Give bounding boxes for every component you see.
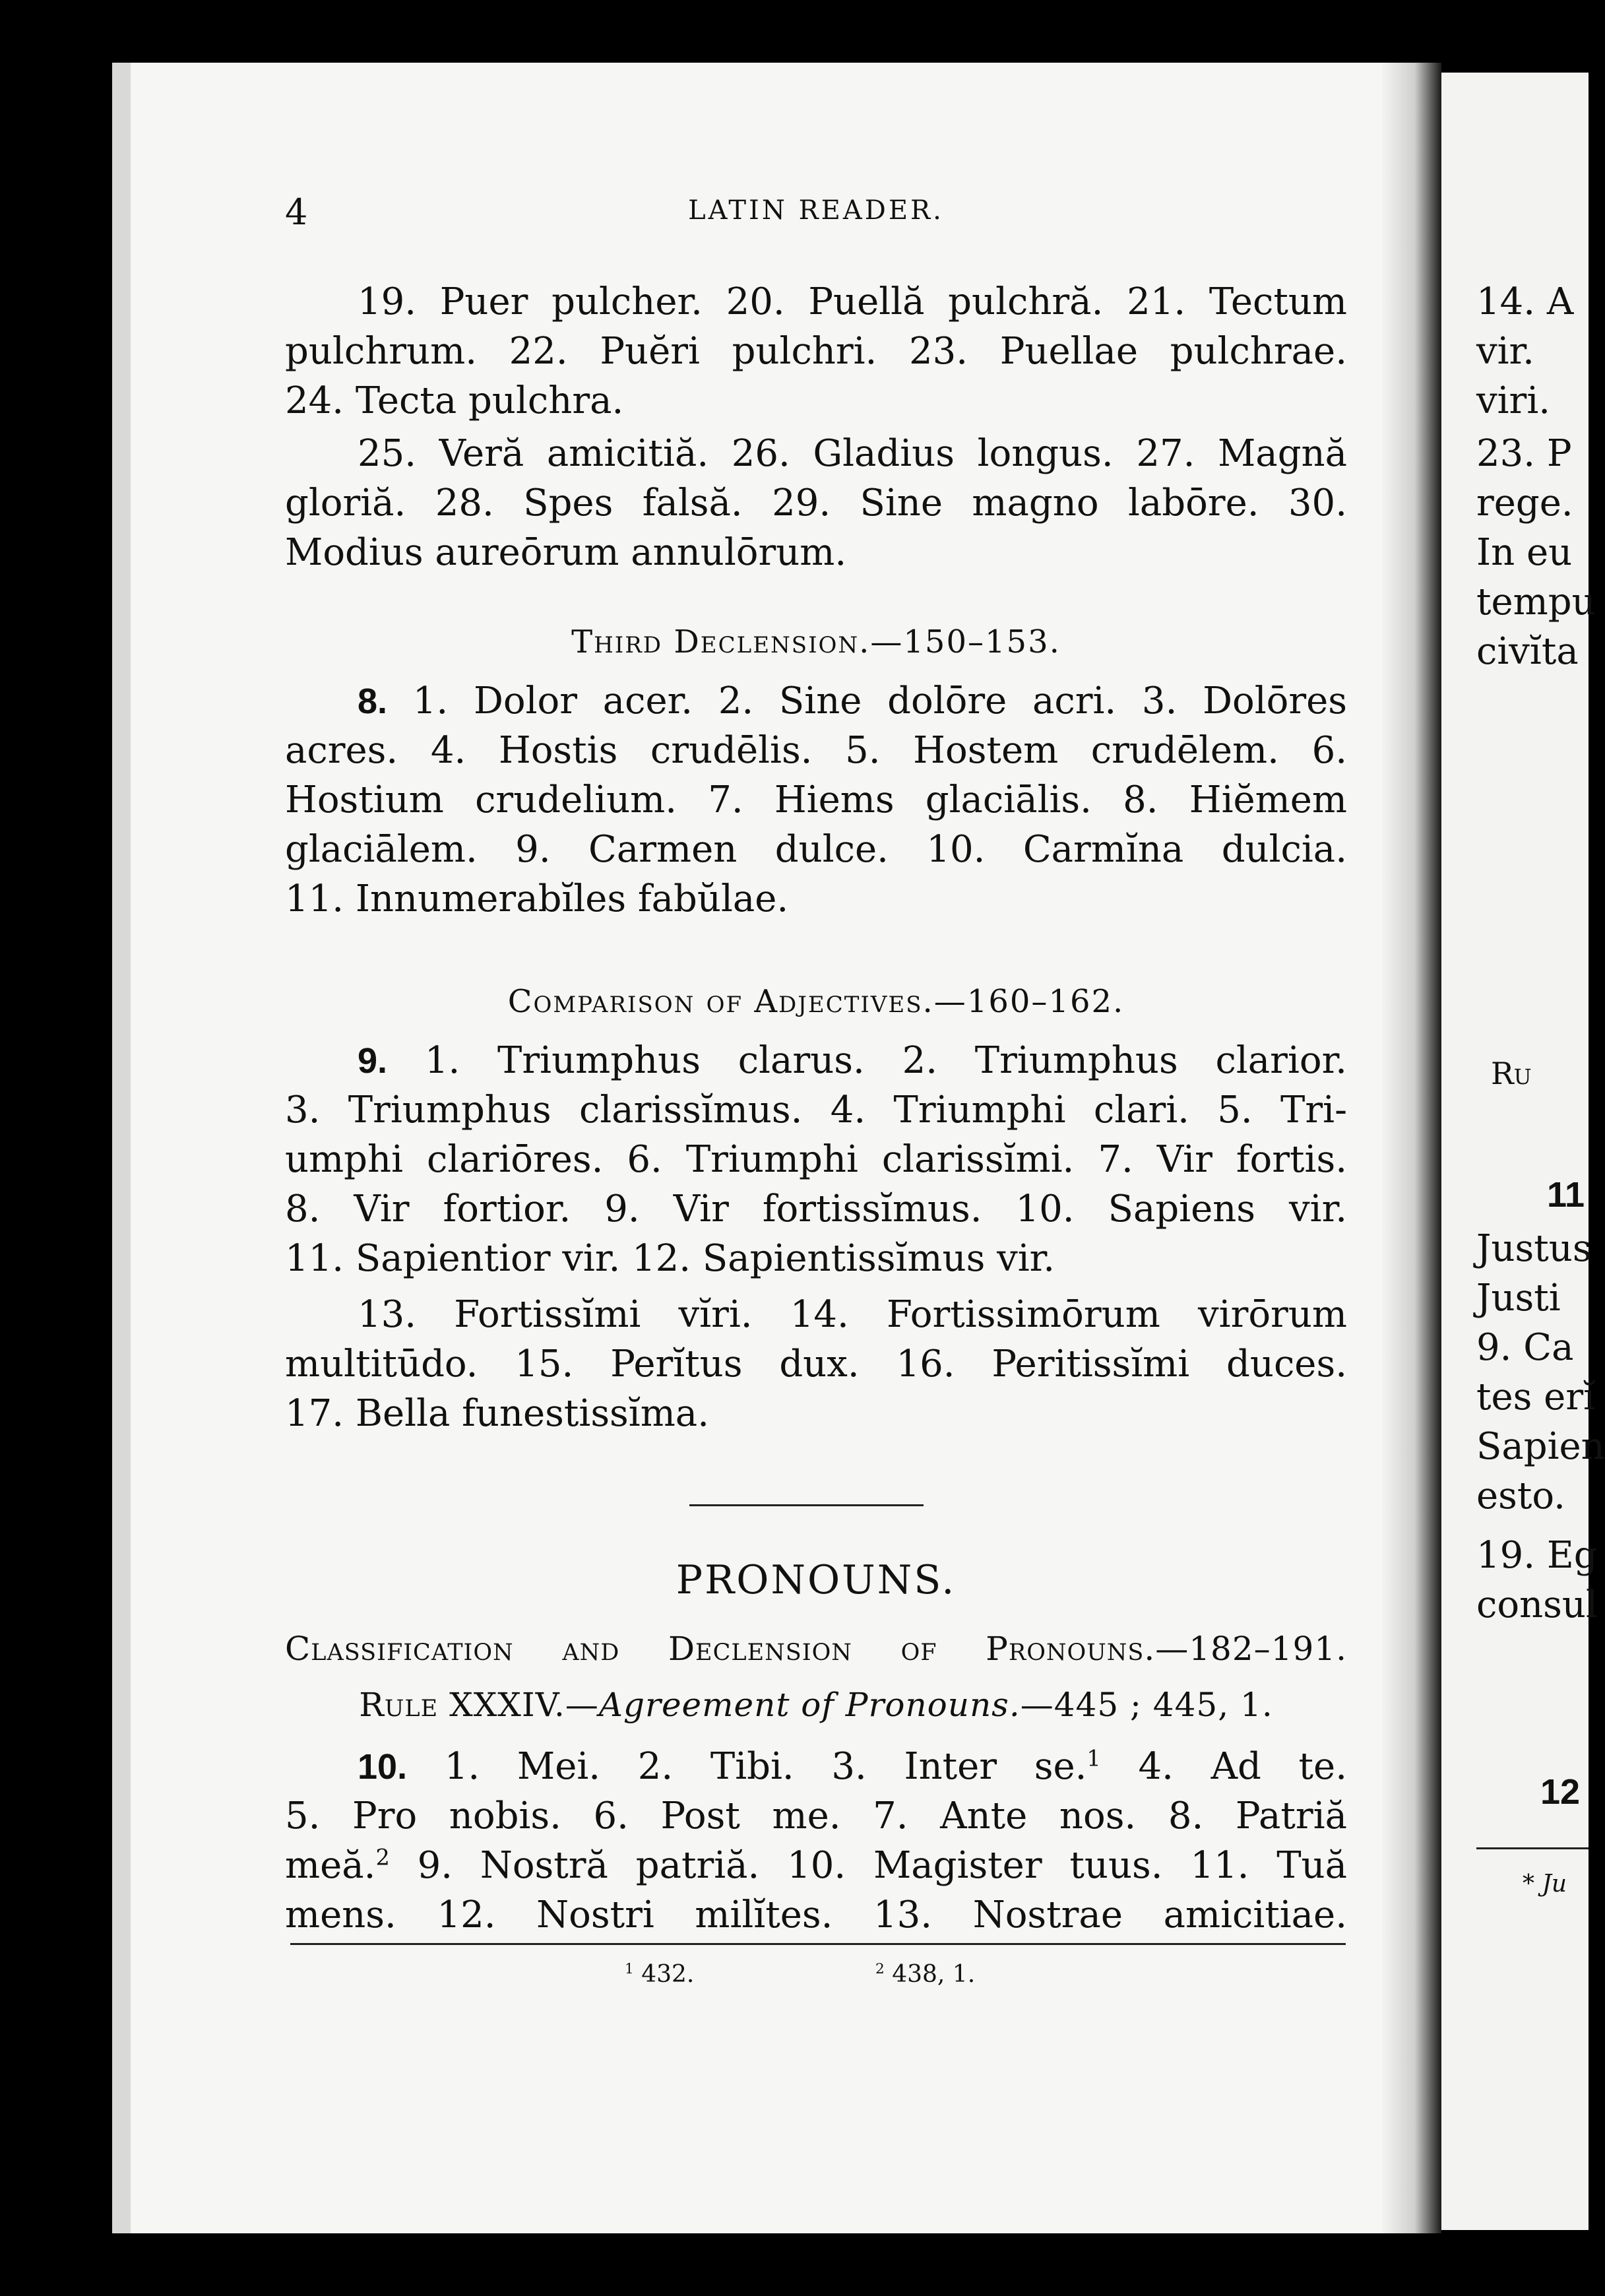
right-page-footnote-divider [1476,1847,1589,1849]
exercise-10-line-3 [285,1841,1347,1890]
right-page-line: Sapien [1476,1425,1605,1468]
section-heading-classification: Classification and Declension of Pronouns.—182–191. [285,1630,1347,1668]
text-line: 24. Tecta pulchra. [285,379,624,422]
footnotes [285,1961,1347,1994]
right-page-line: Justi [1476,1277,1561,1320]
footnote-2: $^2$ 438, 1. [875,1961,976,1988]
exercise-9-line-3: umphi clariōres. 6. Triumphi clarissĭmi. 7. Vir fortis. [285,1138,1347,1181]
running-head [285,191,1347,231]
right-page-line: rege. [1476,482,1573,525]
exercise-7-part-3 [285,277,1347,327]
exercise-9-line-6: 13. Fortissĭmi vĭri. 14. Fortissimōrum virōrum [358,1293,1347,1336]
right-page-line: 9. Ca [1476,1326,1574,1369]
exercise-10-line-2: 5. Pro nobis. 6. Post me. 7. Ante nos. 8. Patriă [285,1795,1347,1837]
text-line: Modius aureōrum annulōrum. [285,531,847,574]
exercise-10-line-4: mens. 12. Nostri milĭtes. 13. Nostrae amicitiae. [285,1894,1347,1936]
scan-border-bottom [0,2233,1589,2296]
right-page-line: 23. P [1476,432,1572,475]
text-line: pulchrum. 22. Puĕri pulchri. 23. Puellae pulchrae. [285,330,1347,373]
text-segment: 4. Ad te. [1100,1745,1347,1788]
exercise-number: 10. [358,1747,408,1787]
text-line: 19. Puer pulcher. 20. Puellă pulchră. 21. Tectum [358,280,1347,323]
chapter-title-pronouns: PRONOUNS. [676,1557,957,1603]
footnote-divider [290,1943,1346,1945]
exercise-8-line-3: Hostium crudelium. 7. Hiems glaciālis. 8. Hiĕmem [285,779,1347,821]
exercise-9-line-2: 3. Triumphus clarissĭmus. 4. Triumphi clari. 5. Tri- [285,1089,1347,1132]
footnote-ref: 2 [375,1844,390,1870]
text-segment: 1. Mei. 2. Tibi. 3. Inter se. [444,1745,1087,1788]
footnote-1: $^1$ 432. [625,1961,695,1988]
exercise-10-line-1 [285,1742,1347,1792]
rule-reference [285,1686,1347,1724]
rule-label: Rule XXXIV.— [359,1686,599,1724]
rule-citation: —445 ; 445, 1. [1020,1686,1273,1724]
footnote-ref: 1 [1086,1745,1101,1771]
text-line: 1. Dolor acer. 2. Sine dolōre acri. 3. Dolōres [412,680,1347,722]
text-line: gloriă. 28. Spes falsă. 29. Sine magno labōre. 30. [285,482,1347,525]
right-page-rule-label: Ru [1491,1056,1532,1091]
exercise-7-part-3-end [285,376,1347,426]
right-page-exercise-number: 12 [1540,1772,1581,1812]
right-page-line: Justus [1476,1227,1592,1270]
right-page-line: esto. [1476,1475,1565,1517]
text-line: 25. Veră amicitiă. 26. Gladius longus. 27. Magnă [358,432,1347,475]
exercise-9-line-8: 17. Bella funestissĭma. [285,1392,709,1435]
exercise-8-line-5: 11. Innumerabĭles fabŭlae. [285,877,789,920]
exercise-number: 9. [358,1041,388,1081]
right-page-line: 19. Eg [1476,1534,1598,1577]
right-page-line: In eu [1476,531,1573,574]
text-line: 1. Triumphus clarus. 2. Triumphus clarior. [424,1039,1347,1082]
exercise-9-line-1 [285,1036,1347,1086]
exercise-7-part-4 [285,429,1347,478]
exercise-7-part-4-end [285,528,1347,577]
exercise-9-line-5: 11. Sapientior vir. 12. Sapientissĭmus vir. [285,1237,1055,1280]
right-page-line: vir. [1476,330,1534,373]
right-page-line: 14. A [1476,280,1574,323]
exercise-7-part-3-cont [285,327,1347,376]
section-heading-comparison: Comparison of Adjectives.—160–162. [507,983,1125,1020]
exercise-9-line-4: 8. Vir fortior. 9. Vir fortissĭmus. 10. Sapiens vir. [285,1188,1347,1230]
text-segment: meă. [285,1844,376,1887]
exercise-8-line-1 [285,676,1347,726]
running-title: LATIN READER. [688,195,944,226]
section-heading-third-declension: Third Declension.—150–153. [571,623,1061,660]
right-page-exercise-number: 11 [1547,1175,1585,1215]
right-page-line: tempu [1476,581,1596,623]
scan-border-top [0,0,1589,63]
book-gutter [1382,63,1441,2233]
exercise-8-line-2: acres. 4. Hostis crudēlis. 5. Hostem crudēlem. 6. [285,729,1347,772]
right-page-line: civĭta [1476,630,1579,673]
right-page-line: consul [1476,1583,1598,1626]
exercise-number: 8. [358,682,388,721]
right-page-line: tes erĭ [1476,1376,1596,1419]
right-page-line: viri. [1476,379,1551,422]
right-page-footnote: * Ju [1523,1870,1567,1897]
rule-title: Agreement of Pronouns. [598,1686,1021,1724]
exercise-8-line-4: glaciālem. 9. Carmen dulce. 10. Carmĭna dulcia. [285,828,1347,871]
exercise-7-part-4-cont [285,478,1347,528]
exercise-9-line-7: multitūdo. 15. Perĭtus dux. 16. Peritissĭmi duces. [285,1343,1347,1386]
page-number: 4 [285,191,308,233]
section-divider [689,1504,924,1506]
text-segment: 9. Nostră patriă. 10. Magister tuus. 11. Tuă [389,1844,1347,1887]
